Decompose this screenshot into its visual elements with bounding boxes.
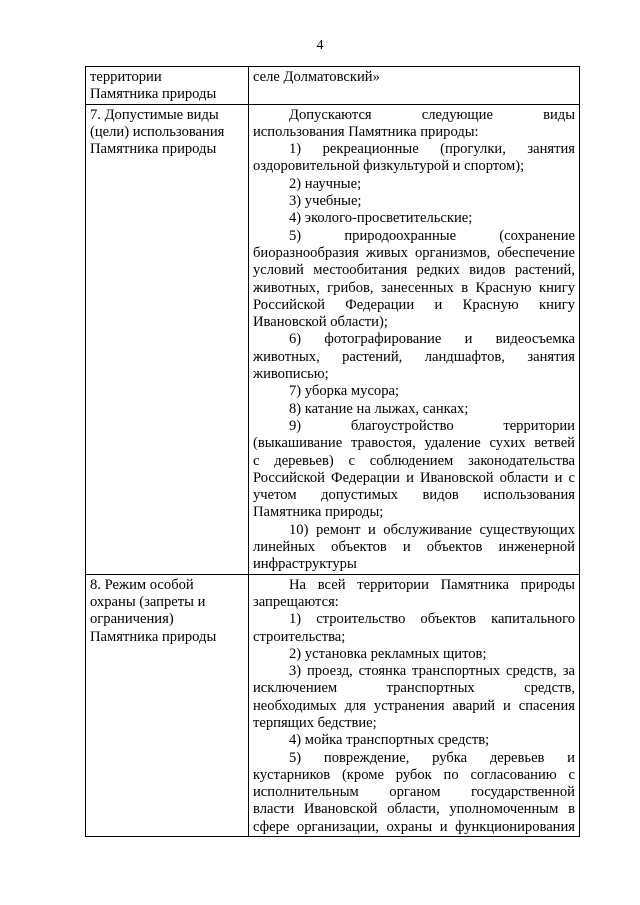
row-content-cell [249, 67, 580, 105]
table-body [86, 67, 580, 837]
row-heading-line: (цели) использования [90, 123, 225, 140]
table-row [86, 574, 580, 836]
row-content-line: кустарников (кроме рубок по согласованию с [253, 766, 575, 783]
row-heading-line: Памятника природы [90, 141, 217, 158]
row-content-line: На всей территории Памятника природы [289, 576, 575, 593]
row-content-line: 3) учебные; [289, 193, 362, 210]
row-heading-cell [86, 574, 249, 836]
row-content-line: 1) строительство объектов капитального [289, 611, 575, 628]
row-content-line: строительства; [253, 628, 346, 645]
row-content-line: 3) проезд, стоянка транспортных средств, за [289, 663, 575, 680]
row-content-line: Российской Федерации и Ивановской области и с [253, 469, 575, 486]
row-content-line: использования Памятника природы: [253, 123, 479, 140]
row-content-line: живописью; [253, 366, 329, 383]
row-heading-line: Памятника природы [90, 628, 217, 645]
row-content-line: условий местообитания редких видов растений, [253, 262, 575, 279]
regulation-table [85, 66, 580, 837]
row-content-line: 9) благоустройство территории [289, 417, 575, 434]
row-content-line: запрещаются: [253, 593, 339, 610]
row-content-line: Ивановской области); [253, 314, 388, 331]
row-content-line: 4) эколого-просветительские; [289, 210, 473, 227]
page-number: 4 [316, 38, 324, 53]
row-content-line: животных, растений, ландшафтов, занятия [253, 348, 575, 365]
row-content-line: животных, грибов, занесенных в Красную книгу [253, 279, 575, 296]
row-content-line: 5) природоохранные (сохранение [289, 227, 575, 244]
row-content-cell [249, 574, 580, 836]
row-content-line: 6) фотографирование и видеосъемка [289, 331, 575, 348]
row-heading-cell [86, 67, 249, 105]
row-content-line: биоразнообразия живых организмов, обеспечение [253, 244, 575, 261]
row-content-line: линейных объектов и объектов инженерной [253, 539, 575, 556]
row-content-line: власти Ивановской области, уполномоченным в [253, 801, 575, 818]
table-row [86, 67, 580, 105]
row-content-line: исключением транспортных средств, [253, 680, 575, 697]
row-content-line: 2) научные; [289, 175, 362, 192]
row-content-line: 7) уборка мусора; [289, 383, 400, 400]
row-content-line: учетом допустимых видов использования [253, 487, 575, 504]
row-heading-line: территории [90, 69, 162, 85]
row-content-line: с деревьев) с соблюдением законодательства [253, 452, 575, 469]
row-content-line: 2) установка рекламных щитов; [289, 645, 487, 662]
row-heading-line: ограничения) [90, 611, 174, 628]
table-row [86, 104, 580, 574]
row-heading-line: охраны (запреты и [90, 593, 206, 610]
row-content-line: 4) мойка транспортных средств; [289, 732, 490, 749]
row-content-line: Памятника природы; [253, 504, 384, 521]
row-heading-line: 7. Допустимые виды [90, 106, 219, 123]
row-content-line: 10) ремонт и обслуживание существующих [289, 521, 575, 538]
row-content-cell [249, 104, 580, 574]
row-heading-cell [86, 104, 249, 574]
row-content-line: сфере организации, охраны и функционирования [253, 818, 575, 835]
row-content-line: 8) катание на лыжах, санках; [289, 400, 469, 417]
row-content-line: терпящих бедствие; [253, 714, 377, 731]
row-heading-line: Памятника природы [90, 86, 217, 103]
row-content-line: исполнительным органом государственной [253, 784, 575, 801]
row-content-line: 1) рекреационные (прогулки, занятия [289, 141, 575, 158]
row-content-line: необходимых для устранения аварий и спасения [253, 697, 575, 714]
row-content-line: Допускаются следующие виды [289, 106, 575, 123]
row-content-line: Российской Федерации и Красную книгу [253, 296, 575, 313]
row-content-line: оздоровительной физкультурой и спортом); [253, 158, 525, 175]
row-content-line: 5) повреждение, рубка деревьев и [289, 749, 575, 766]
row-heading-line: 8. Режим особой [90, 576, 194, 593]
row-content-line: инфраструктуры [253, 556, 357, 573]
row-content-line: (выкашивание травостоя, удаление сухих ветвей [253, 435, 575, 452]
row-content-line: селе Долматовский» [253, 69, 380, 85]
